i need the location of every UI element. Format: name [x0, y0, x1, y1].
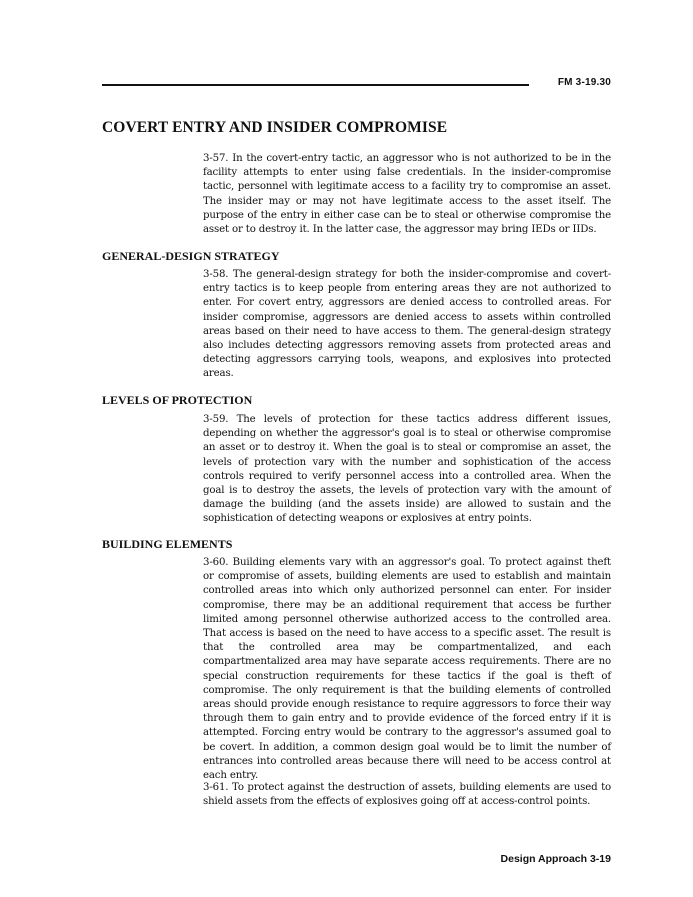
paragraph-3-59: 3-59. The levels of protection for these tactics address different issues, depending on whether the aggressor's goal is to steal or otherwise compromise an asset or to destroy it. When the goal is to steal or compromise an asset, the levels of protection vary with the number and sophistication of the access controls required to verify personnel access into a controlled area. When the goal is to destroy the assets, the levels of protection vary with the amount of damage the building (and the assets inside) are allowed to sustain and the sophistication of detecting weapons or explosives at entry points. [203, 414, 611, 525]
header-rule [102, 84, 529, 86]
page-footer: Design Approach 3-19 [500, 853, 611, 865]
heading-levels-of-protection: LEVELS OF PROTECTION [102, 393, 253, 407]
heading-general-design-strategy: GENERAL-DESIGN STRATEGY [102, 249, 280, 263]
paragraph-3-57: 3-57. In the covert-entry tactic, an aggressor who is not authorized to be in the facility attempts to enter using false credentials. In the insider-compromise tactic, personnel with legitimate access to a facility try to compromise an asset. The insider may or may not have legitimate access to the asset itself. The purpose of the entry in either case can be to steal or otherwise compromise the asset or to destroy it. In the latter case, the aggressor may bring IEDs or IIDs. [203, 153, 611, 236]
manual-id: FM 3-19.30 [557, 77, 611, 88]
paragraph-3-61: 3-61. To protect against the destruction of assets, building elements are used to shield assets from the effects of explosives going off at access-control points. [203, 782, 611, 808]
paragraph-3-60: 3-60. Building elements vary with an aggressor's goal. To protect against theft or compromise of assets, building elements are used to establish and maintain controlled areas into which only authorized personnel can enter. For insider compromise, there may be an additional requirement that access be further limited among personnel otherwise authorized access to the controlled area. That access is based on the need to have access to a specific asset. The result is that the controlled area may be compartmentalized, and each compartmentalized area may have separate access requirements. There are no special construction requirements for these tactics if the goal is theft of compromise. The only requirement is that the building elements of controlled areas should provide enough resistance to require aggressors to force their way through them to gain entry and to provide evidence of the forced entry if it is attempted. Forcing entry would be contrary to the aggressor's assumed goal to be covert. In addition, a common design goal would be to limit the number of entrances into controlled areas because there will need to be access control at each entry. [203, 557, 611, 782]
chapter-title: COVERT ENTRY AND INSIDER COMPROMISE [102, 119, 448, 136]
paragraph-3-58: 3-58. The general-design strategy for both the insider-compromise and covert-entry tactics is to keep people from entering areas they are not authorized to enter. For covert entry, aggressors are denied access to controlled areas. For insider compromise, aggressors are denied access to assets within controlled areas based on their need to have access to them. The general-design strategy also includes detecting aggressors removing assets from protected areas and detecting aggressors carrying tools, weapons, and explosives into protected areas. [203, 269, 611, 380]
heading-building-elements: BUILDING ELEMENTS [102, 537, 233, 551]
